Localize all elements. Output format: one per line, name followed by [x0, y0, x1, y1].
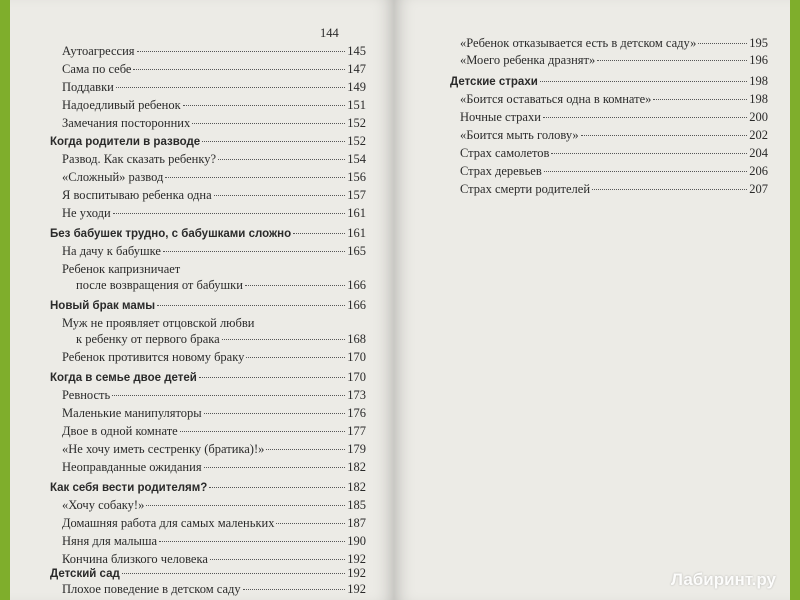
leader-dots: [592, 189, 747, 190]
toc-entry: [76, 332, 366, 346]
leader-dots: [202, 141, 345, 142]
toc-entry-title: Как себя вести родителям?: [50, 482, 208, 494]
toc-entry-title: Я воспитываю ребенка одна: [62, 188, 212, 202]
toc-entry-page: 182: [347, 460, 366, 474]
labirint-watermark: Лабиринт.ру: [670, 570, 776, 589]
toc-entry-page: 198: [749, 74, 768, 88]
toc-section-heading: [450, 74, 768, 89]
toc-entry-page: 204: [749, 146, 768, 160]
toc-entry-title: Плохое поведение в детском саду: [62, 582, 241, 596]
toc-entry-title: «Боится мыть голову»: [460, 128, 579, 142]
toc-entry-title: Кончина близкого человека: [62, 552, 208, 566]
leader-dots: [543, 117, 747, 118]
toc-entry: [62, 424, 366, 438]
right-toc: [394, 0, 790, 600]
toc-entry-title: Двое в одной комнате: [62, 424, 178, 438]
leader-dots: [243, 589, 346, 590]
toc-entry: [62, 188, 366, 202]
toc-entry-title: Без бабушек трудно, с бабушками сложно: [50, 228, 292, 240]
toc-entry-line: [62, 262, 180, 276]
toc-entry: [62, 44, 366, 58]
toc-entry-title: «Боится оставаться одна в комнате»: [460, 92, 652, 106]
toc-entry-page: 166: [347, 278, 366, 292]
toc-entry-page: 196: [749, 53, 768, 67]
toc-entry-title: «Ребенок отказывается есть в детском саду»: [460, 36, 697, 50]
toc-entry: [460, 53, 768, 67]
toc-entry-page: 176: [347, 406, 366, 420]
leader-dots: [183, 105, 346, 106]
leader-dots: [266, 449, 345, 450]
leader-dots: [199, 377, 345, 378]
toc-entry: [62, 350, 366, 364]
leader-dots: [146, 505, 345, 506]
left-page: [10, 0, 394, 600]
toc-entry-title: Страх смерти родителей: [460, 182, 591, 196]
leader-dots: [245, 285, 345, 286]
leader-dots: [276, 523, 345, 524]
toc-entry: [62, 406, 366, 420]
toc-entry-page: 145: [347, 44, 366, 58]
leader-dots: [204, 413, 346, 414]
toc-entry-page: 192: [347, 566, 366, 580]
toc-entry-page: 206: [749, 164, 768, 178]
toc-entry: [62, 460, 366, 474]
leader-dots: [698, 43, 747, 44]
toc-entry-page: 192: [347, 552, 366, 566]
leader-dots: [159, 541, 345, 542]
toc-entry-page: 168: [347, 332, 366, 346]
toc-entry: [76, 278, 366, 292]
toc-section-heading: [50, 226, 366, 241]
left-toc: [10, 0, 394, 600]
leader-dots: [597, 60, 747, 61]
toc-section-heading: [50, 566, 366, 581]
toc-entry-title: к ребенку от первого брака: [76, 332, 220, 346]
toc-entry-title: Муж не проявляет отцовской любви: [62, 316, 255, 330]
toc-entry-title: Когда в семье двое детей: [50, 372, 197, 384]
leader-dots: [192, 123, 345, 124]
toc-entry: [62, 498, 366, 512]
toc-entry: [62, 552, 366, 566]
toc-entry: [460, 36, 768, 50]
leader-dots: [222, 339, 346, 340]
toc-entry-title: Детские страхи: [450, 76, 538, 88]
toc-entry-title: Страх деревьев: [460, 164, 542, 178]
leader-dots: [214, 195, 346, 196]
leader-dots: [581, 135, 748, 136]
page-number: 144: [320, 26, 339, 40]
toc-entry-page: 195: [749, 36, 768, 50]
toc-entry-title: Развод. Как сказать ребенку?: [62, 152, 217, 166]
toc-entry: [62, 62, 366, 76]
leader-dots: [112, 395, 345, 396]
toc-entry-page: 200: [749, 110, 768, 124]
leader-dots: [180, 431, 346, 432]
toc-entry-page: 154: [347, 152, 366, 166]
toc-entry-title: «Хочу собаку!»: [62, 498, 145, 512]
toc-entry-title: Маленькие манипуляторы: [62, 406, 202, 420]
toc-entry: [62, 152, 366, 166]
toc-entry-page: 185: [347, 498, 366, 512]
toc-section-heading: [50, 370, 366, 385]
toc-entry: [62, 206, 366, 220]
toc-entry-title: Не уходи: [62, 206, 111, 220]
toc-entry-page: 149: [347, 80, 366, 94]
toc-entry-page: 161: [347, 206, 366, 220]
leader-dots: [116, 87, 345, 88]
toc-entry: [62, 170, 366, 184]
toc-entry-title: Неоправданные ожидания: [62, 460, 202, 474]
leader-dots: [551, 153, 747, 154]
leader-dots: [293, 233, 345, 234]
toc-entry-page: 156: [347, 170, 366, 184]
toc-entry: [62, 442, 366, 456]
toc-entry-page: 166: [347, 298, 366, 312]
toc-entry-title: после возвращения от бабушки: [76, 278, 243, 292]
toc-entry: [460, 146, 768, 160]
toc-entry: [62, 582, 366, 596]
toc-entry: [460, 92, 768, 106]
toc-entry-page: 182: [347, 480, 366, 494]
toc-entry-title: Страх самолетов: [460, 146, 550, 160]
toc-entry-title: Замечания посторонних: [62, 116, 191, 130]
leader-dots: [544, 171, 748, 172]
leader-dots: [165, 177, 345, 178]
leader-dots: [210, 559, 345, 560]
toc-entry-page: 177: [347, 424, 366, 438]
toc-entry-page: 198: [749, 92, 768, 106]
leader-dots: [540, 81, 747, 82]
toc-entry-title: Сама по себе: [62, 62, 132, 76]
toc-entry: [460, 128, 768, 142]
leader-dots: [163, 251, 345, 252]
leader-dots: [218, 159, 345, 160]
toc-entry: [460, 182, 768, 196]
leader-dots: [113, 213, 346, 214]
toc-entry: [62, 244, 366, 258]
toc-entry: [62, 116, 366, 130]
toc-entry-title: Когда родители в разводе: [50, 136, 201, 148]
right-page: [394, 0, 790, 600]
toc-entry-page: 152: [347, 116, 366, 130]
toc-entry-title: «Сложный» развод: [62, 170, 164, 184]
toc-entry-title: Ребенок капризничает: [62, 262, 181, 276]
toc-entry-page: 157: [347, 188, 366, 202]
leader-dots: [133, 69, 345, 70]
toc-entry-page: 151: [347, 98, 366, 112]
toc-entry-title: Няня для малыша: [62, 534, 158, 548]
toc-entry-page: 170: [347, 350, 366, 364]
toc-entry-title: Ревность: [62, 388, 111, 402]
toc-entry-title: «Моего ребенка дразнят»: [460, 53, 596, 67]
toc-entry-page: 187: [347, 516, 366, 530]
toc-entry: [62, 534, 366, 548]
toc-entry-title: Аутоагрессия: [62, 44, 135, 58]
toc-entry-page: 161: [347, 226, 366, 240]
toc-entry-page: 147: [347, 62, 366, 76]
toc-entry-page: 202: [749, 128, 768, 142]
toc-entry-page: 179: [347, 442, 366, 456]
leader-dots: [137, 51, 346, 52]
toc-entry-page: 152: [347, 134, 366, 148]
toc-entry-title: Ребенок противится новому браку: [62, 350, 245, 364]
toc-entry: [62, 98, 366, 112]
toc-section-heading: [50, 480, 366, 495]
toc-entry-page: 190: [347, 534, 366, 548]
toc-entry-title: На дачу к бабушке: [62, 244, 161, 258]
toc-entry: [62, 80, 366, 94]
toc-entry-page: 165: [347, 244, 366, 258]
toc-entry-line: [62, 316, 254, 330]
toc-section-heading: [50, 298, 366, 313]
toc-entry-page: 207: [749, 182, 768, 196]
leader-dots: [204, 467, 346, 468]
toc-entry-title: Домашняя работа для самых маленьких: [62, 516, 275, 530]
toc-entry-title: Поддавки: [62, 80, 114, 94]
toc-entry-title: Ночные страхи: [460, 110, 541, 124]
toc-entry-title: Детский сад: [50, 568, 120, 580]
toc-entry-title: «Не хочу иметь сестренку (братика)!»: [62, 442, 265, 456]
toc-entry-title: Новый брак мамы: [50, 300, 156, 312]
toc-top-page-number: [320, 26, 339, 40]
toc-entry-title: Надоедливый ребенок: [62, 98, 181, 112]
toc-entry: [62, 516, 366, 530]
toc-entry-page: 170: [347, 370, 366, 384]
leader-dots: [653, 99, 747, 100]
toc-entry-page: 173: [347, 388, 366, 402]
leader-dots: [122, 573, 345, 574]
leader-dots: [209, 487, 345, 488]
toc-entry: [460, 110, 768, 124]
toc-section-heading: [50, 134, 366, 149]
leader-dots: [157, 305, 345, 306]
toc-entry: [460, 164, 768, 178]
toc-entry-page: 192: [347, 582, 366, 596]
leader-dots: [246, 357, 345, 358]
toc-entry: [62, 388, 366, 402]
